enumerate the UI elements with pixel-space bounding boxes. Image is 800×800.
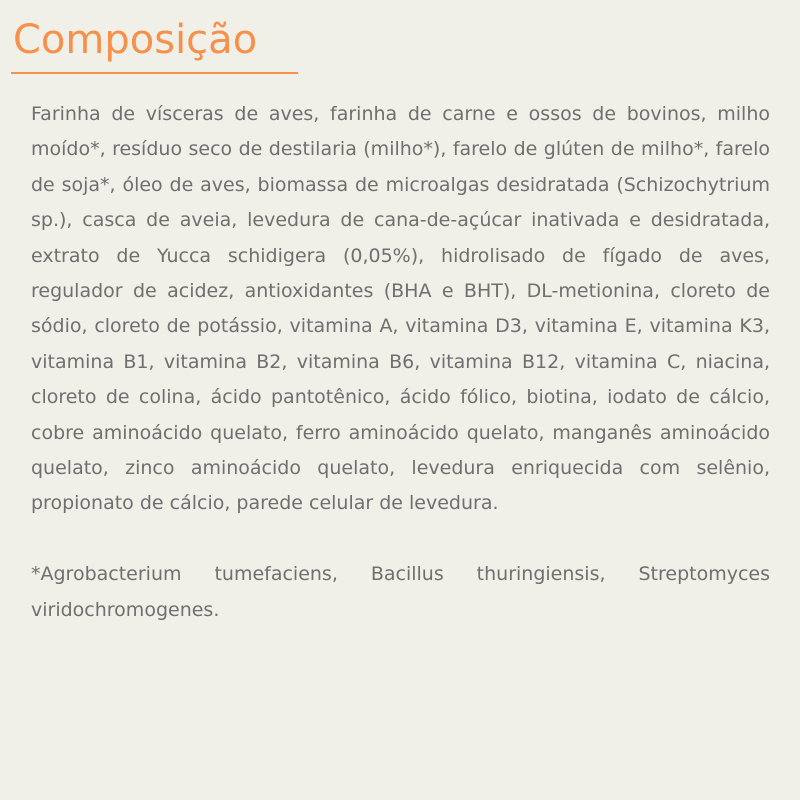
title-underline: [11, 72, 298, 74]
page-title: Composição: [13, 17, 258, 63]
ingredients-paragraph: Farinha de vísceras de aves, farinha de carne e ossos de bovinos, milho moído*, resíduo seco de destilaria (milho*), farelo de glúten de milho*, farelo de soja*, óleo de aves, biomassa de microalgas desidratada (Schizochytrium sp.), casca de aveia, levedura de cana-de-açúcar inativada e desidratada, extrato de Yucca schidigera (0,05%), hidrolisado de fígado de aves, regulador de acidez, antioxidantes (BHA e BHT), DL-metionina, cloreto de sódio, cloreto de potássio, vitamina A, vitamina D3, vitamina E, vitamina K3, vitamina B1, vitamina B2, vitamina B6, vitamina B12, vitamina C, niacina, cloreto de colina, ácido pantotênico, ácido fólico, biotina, iodato de cálcio, cobre aminoácido quelato, ferro aminoácido quelato, manganês aminoácido quelato, zinco aminoácido quelato, levedura enriquecida com selênio, propionato de cálcio, parede celular de levedura.: [31, 103, 770, 515]
composition-content: [31, 97, 770, 628]
footnote-paragraph: *Agrobacterium tumefaciens, Bacillus thuringiensis, Streptomyces viridochromogenes.: [31, 563, 770, 621]
